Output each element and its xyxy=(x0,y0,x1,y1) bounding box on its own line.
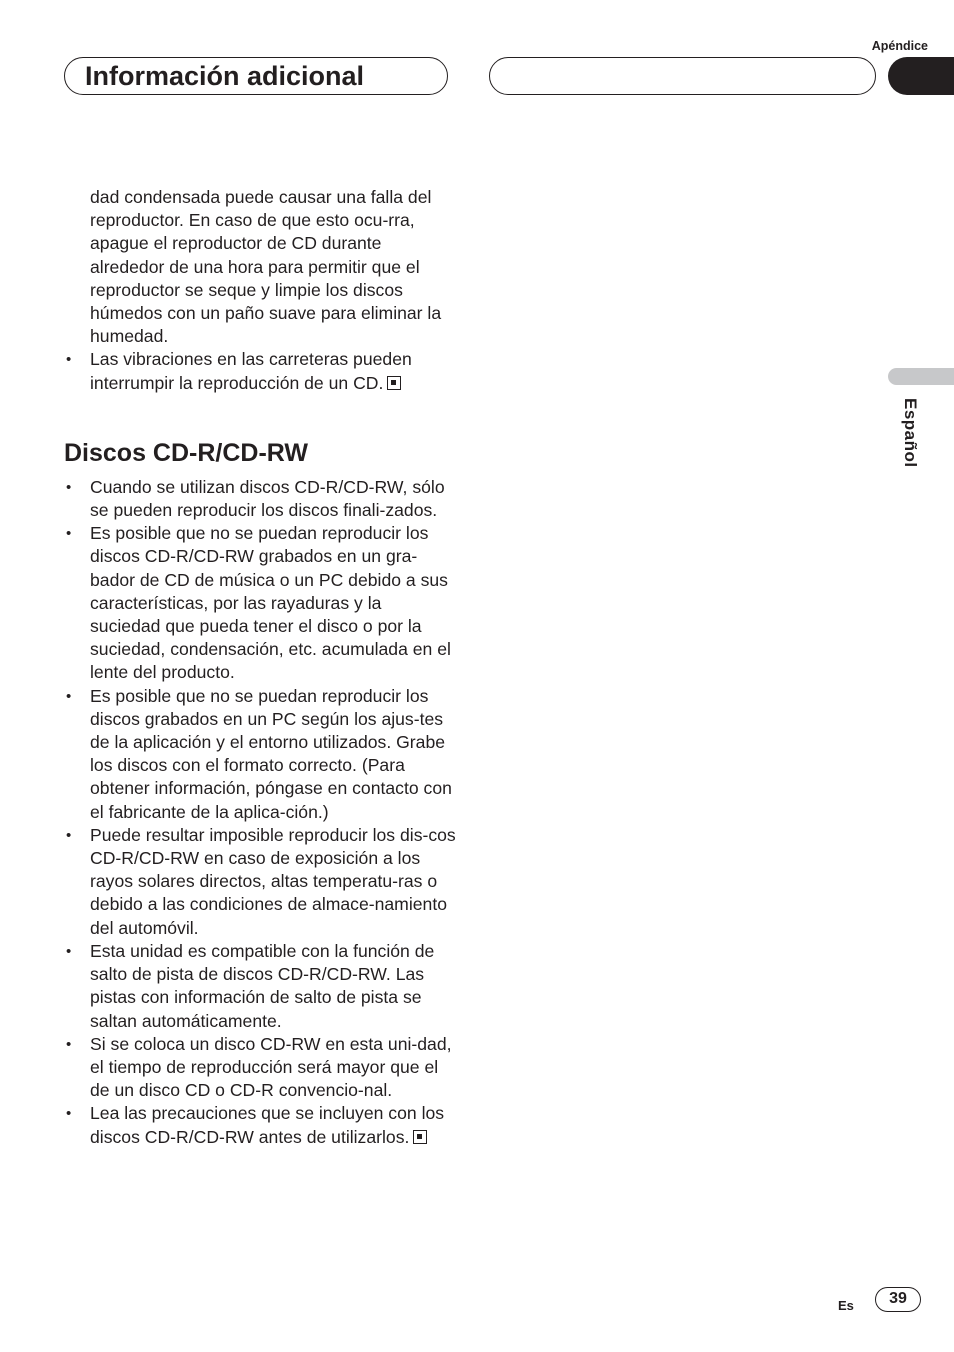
list-item-text: Cuando se utilizan discos CD-R/CD-RW, sólo se pueden reproducir los discos finali-zados. xyxy=(90,476,445,521)
bullet-icon: • xyxy=(66,1105,72,1123)
list-item-text: Es posible que no se puedan reproducir los discos CD-R/CD-RW grabados en un gra-bador de CD de música o un PC debido a sus características, por las rayaduras y la suciedad que pueda tener el disco o por la suciedad, condensación, etc. acumulada en el lente del producto. xyxy=(90,523,451,683)
bullet-icon: • xyxy=(66,942,72,960)
list-item xyxy=(64,940,456,1033)
intro-paragraph: dad condensada puede causar una falla del reproductor. En caso de que esto ocu-rra, apague el reproductor de CD durante alrededor de una hora para permitir que el reproductor se seque y limpie los discos húmedos con un paño suave para eliminar la humedad. xyxy=(90,187,442,347)
list-item-text: Si se coloca un disco CD-RW en esta uni-dad, el tiempo de reproducción será mayor que el de un disco CD o CD-R convencio-nal. xyxy=(90,1033,452,1101)
footer-language-code: Es xyxy=(838,1298,854,1313)
bullet-icon: • xyxy=(66,687,72,705)
list-item xyxy=(64,1033,456,1103)
bullet-icon: • xyxy=(66,478,72,496)
end-mark-icon xyxy=(387,376,401,390)
appendix-label: Apéndice xyxy=(871,39,928,53)
list-item-text: Las vibraciones en las carreteras pueden interrumpir la reproducción de un CD. xyxy=(90,349,412,393)
list-item-text: Es posible que no se puedan reproducir los discos grabados en un PC según los ajus-tes de la aplicación y el entorno utilizados. Grabe los discos con el formato correcto. (Para obtener información, póngase en contacto con el fabricante de la aplica-ción.) xyxy=(90,685,452,822)
list-item-text: Lea las precauciones que se incluyen con los discos CD-R/CD-RW antes de utilizarlos. xyxy=(90,1103,445,1147)
list-item xyxy=(64,1102,456,1148)
end-mark-icon xyxy=(413,1130,427,1144)
empty-header-pill xyxy=(489,57,876,95)
language-tab xyxy=(888,368,954,385)
chapter-tab xyxy=(888,57,954,95)
page-number: 39 xyxy=(875,1287,921,1312)
section-title: Información adicional xyxy=(85,61,365,91)
bullet-icon: • xyxy=(66,525,72,543)
language-label: Español xyxy=(901,398,920,468)
bullet-icon: • xyxy=(66,351,72,369)
bullet-icon: • xyxy=(66,1035,72,1053)
list-item-text: Esta unidad es compatible con la función de salto de pista de discos CD-R/CD-RW. Las pistas con información de salto de pista se saltan automáticamente. xyxy=(90,940,435,1031)
cdr-bullet-list xyxy=(64,476,456,1149)
list-item xyxy=(64,348,456,394)
list-item xyxy=(64,522,456,684)
list-item xyxy=(64,685,456,824)
section-header-pill xyxy=(64,57,448,95)
list-item xyxy=(64,476,456,522)
intro-bullet-list xyxy=(64,348,456,394)
list-item xyxy=(64,824,456,940)
list-item-text: Puede resultar imposible reproducir los dis-cos CD-R/CD-RW en caso de exposición a los rayos solares directos, altas temperatu-ras o debido a las condiciones de almace-namiento del automóvil. xyxy=(90,824,456,938)
main-content xyxy=(64,186,456,1149)
bullet-icon: • xyxy=(66,826,72,844)
subsection-heading: Discos CD-R/CD-RW xyxy=(64,438,308,467)
